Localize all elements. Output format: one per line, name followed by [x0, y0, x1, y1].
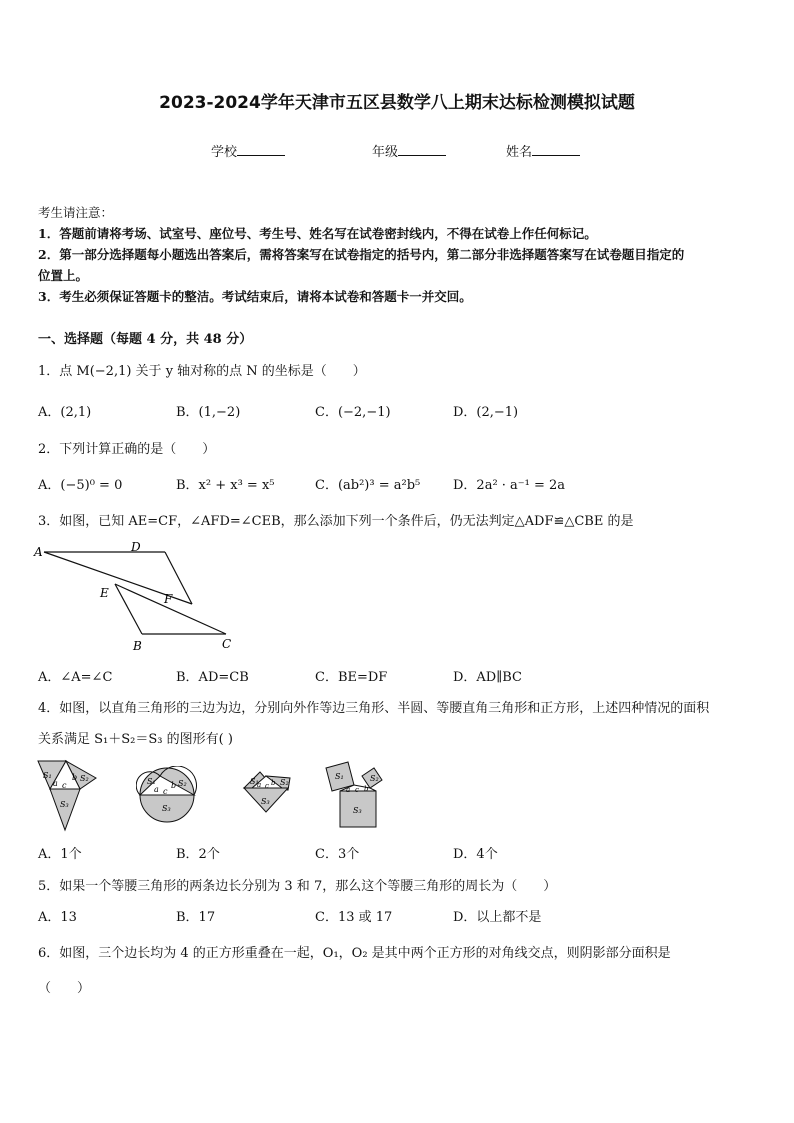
q4-option-a: A．1个	[38, 847, 82, 862]
notice-item: 1．答题前请将考场、试室号、座位号、考生号、姓名写在试卷密封线内，不得在试卷上作任何标记。	[38, 226, 597, 241]
s3-label: S₃	[60, 800, 69, 809]
b-label: b	[271, 779, 276, 787]
point-a-label: A	[34, 545, 43, 559]
s3-label: S₃	[353, 806, 362, 815]
point-d-label: D	[131, 540, 141, 554]
s1-label: S₁	[335, 772, 344, 781]
q4-figure-squares	[322, 758, 392, 830]
section-heading: 一、选择题（每题 4 分，共 48 分）	[38, 332, 253, 347]
grade-field	[372, 141, 446, 160]
s3-label: S₃	[162, 804, 171, 813]
q3-option-c: C．BE=DF	[315, 670, 388, 685]
question-4-stem-line1: 4．如图，以直角三角形的三边为边，分别向外作等边三角形、半圆、等腰直角三角形和正方形，上述四种情况的面积	[38, 701, 710, 716]
grade-blank	[398, 143, 446, 156]
a-label: a	[154, 785, 159, 794]
q4-option-b: B．2个	[176, 847, 220, 862]
c-label: c	[355, 786, 359, 794]
school-field	[211, 141, 285, 160]
s2-label: S₂	[80, 774, 89, 783]
q5-option-b: B．17	[176, 910, 216, 925]
q2-option-a: A．(−5)⁰ = 0	[38, 478, 123, 493]
q3-option-d: D．AD∥BC	[453, 670, 522, 685]
notice-item: 位置上。	[38, 268, 89, 283]
q5-option-a: A．13	[38, 910, 77, 925]
question-4-stem-line2: 关系满足 S₁＋S₂＝S₃ 的图形有( )	[38, 732, 233, 747]
school-blank	[237, 143, 285, 156]
s1-label: S₁	[250, 777, 259, 786]
question-2-stem: 2．下列计算正确的是（ ）	[38, 442, 216, 457]
q4-option-c: C．3个	[315, 847, 360, 862]
point-c-label: C	[222, 637, 232, 651]
point-b-label: B	[133, 639, 142, 653]
q4-option-d: D．4个	[453, 847, 498, 862]
a-label: a	[346, 786, 351, 794]
s1-label: S₁	[43, 771, 52, 780]
q4-figure-isosceles	[240, 768, 296, 816]
b-label: b	[171, 781, 177, 790]
name-label: 姓名	[506, 145, 533, 160]
s3-label: S₃	[261, 797, 270, 806]
b-label: b	[72, 773, 78, 782]
point-f-label: F	[164, 592, 173, 606]
q1-option-d: D．(2,−1)	[453, 405, 519, 420]
point-e-label: E	[100, 586, 109, 600]
s2-label: S₂	[370, 774, 379, 783]
notice-heading: 考生请注意：	[38, 205, 114, 220]
question-6-stem: 6．如图，三个边长均为 4 的正方形重叠在一起，O₁，O₂ 是其中两个正方形的对角线交点，则阴影部分面积是	[38, 946, 671, 961]
question-5-stem: 5．如果一个等腰三角形的两条边长分别为 3 和 7，那么这个等腰三角形的周长为（ ）	[38, 879, 557, 894]
s1-label: S₁	[147, 777, 156, 786]
school-label: 学校	[211, 145, 238, 160]
question-3-stem: 3．如图，已知 AE=CF，∠AFD=∠CEB，那么添加下列一个条件后，仍无法判定△ADF≌△CBE 的是	[38, 514, 634, 529]
c-label: c	[163, 787, 168, 796]
question-6-paren: （ ）	[38, 981, 91, 996]
q5-option-d: D．以上都不是	[453, 910, 542, 925]
c-label: c	[265, 782, 269, 790]
c-label: c	[62, 781, 67, 790]
s2-label: S₂	[178, 779, 187, 788]
a-label: a	[53, 779, 58, 788]
s3-shape	[50, 789, 80, 830]
grade-label: 年级	[372, 145, 399, 160]
s2-label: S₂	[280, 778, 289, 787]
q2-option-c: C．(ab²)³ = a²b⁵	[315, 478, 421, 493]
q3-option-b: B．AD=CB	[176, 670, 249, 685]
q3-option-a: A．∠A=∠C	[38, 670, 113, 685]
b-label: b	[364, 785, 369, 793]
q1-option-c: C．(−2,−1)	[315, 405, 391, 420]
q1-option-a: A．(2,1)	[38, 405, 92, 420]
q2-option-d: D．2a² · a⁻¹ = 2a	[453, 478, 566, 493]
q1-option-b: B．(1,−2)	[176, 405, 241, 420]
q4-figure-semicircle	[136, 766, 198, 824]
question-1-stem: 1．点 M(−2,1) 关于 y 轴对称的点 N 的坐标是（ ）	[38, 364, 366, 379]
q2-option-b: B．x² + x³ = x⁵	[176, 478, 275, 493]
page-title: 2023-2024学年天津市五区县数学八上期末达标检测模拟试题	[159, 93, 635, 113]
a-label: a	[257, 781, 262, 789]
name-field	[506, 141, 580, 160]
segment-eb	[115, 584, 142, 634]
q4-figure-equilateral	[36, 758, 100, 832]
name-blank	[532, 143, 580, 156]
notice-item: 2．第一部分选择题每小题选出答案后，需将答案写在试卷指定的括号内，第二部分非选择题答案写在试卷题目指定的	[38, 247, 685, 262]
q5-option-c: C．13 或 17	[315, 910, 393, 925]
notice-item: 3．考生必须保证答题卡的整洁。考试结束后，请将本试卷和答题卡一并交回。	[38, 289, 472, 304]
q3-figure	[30, 538, 250, 658]
